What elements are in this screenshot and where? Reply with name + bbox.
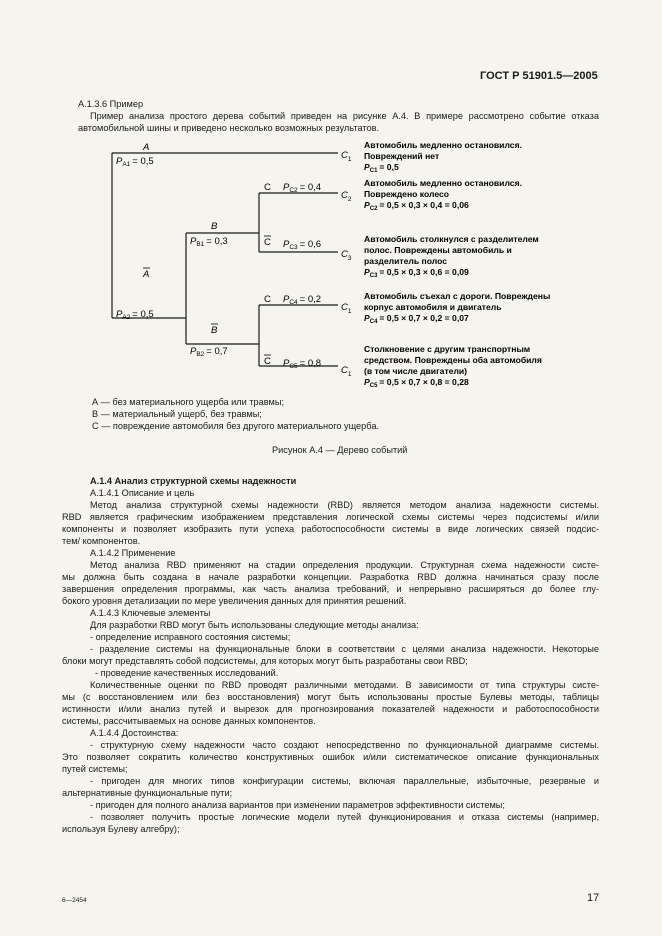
outcome-3-prob: $P_{C3} = 0,5 \times 0,3 \times 0,6 = 0,09$ — [364, 267, 469, 279]
footer-print-code: 6—2454 — [62, 897, 87, 904]
node-not-c-lower-label: C — [264, 356, 271, 367]
outcome-4-line-2: корпус автомобиля и двигатель — [364, 302, 502, 312]
p3-item-2-cont: блоки могут представлять собой подсистемы, для которых могут быть разработаны свои RBD; — [62, 656, 468, 666]
outcome-4-prob: $P_{C4} = 0,5 \times 0,7 \times 0,2 = 0,07$ — [364, 313, 469, 325]
prob-c5-label: $P_{C5} = 0,8$ — [283, 358, 322, 370]
subsection-2: А.1.4.2 Применение — [90, 548, 176, 558]
p2-line-3: завершения определения программы, как часть анализа требований, и непрерывно расширяться до более глу- — [62, 584, 599, 594]
section-heading: А.1.4 Анализ структурной схемы надежности — [90, 476, 297, 486]
outcome-label-3: $C_3$ — [341, 249, 352, 262]
example-intro-line-1: Пример анализа простого дерева событий приведен на рисунке А.4. В примере рассмотрено событие отказа — [90, 111, 599, 121]
outcome-label-2: $C_2$ — [341, 190, 352, 203]
p2-line-2: мы должна быть создана в начале разработки концепции. Разработка RBD должна начинаться сразу после — [62, 572, 599, 582]
outcome-4-line-1: Автомобиль съехал с дороги. Повреждены — [364, 291, 551, 301]
prob-b2-label: $P_{B2} = 0,7$ — [190, 346, 228, 358]
p3-quant-line-3: истинности и/или анализ путей и вырезок для прогнозирования показателей надежности и работоспособности — [62, 704, 599, 714]
p4-line-8: используя Булеву алгебру); — [62, 824, 180, 834]
p3-quant-line-4: системы, рассчитываемых на основе данных компонентов. — [62, 716, 316, 726]
p2-line-4: бокого уровня детализации по мере увеличения данных для принятия решений. — [62, 596, 407, 606]
document-code: ГОСТ Р 51901.5—2005 — [480, 70, 598, 82]
node-not-c-upper-label: C — [264, 237, 271, 248]
prob-c4-label: $P_{C4} = 0,2$ — [283, 294, 322, 306]
p4-line-3: путей системы; — [62, 764, 128, 774]
p3-item-2: - разделение системы на функциональные блоки в соответствии с целями анализа надежности. Некоторые — [90, 644, 599, 654]
outcome-label-1: $C_1$ — [341, 150, 352, 163]
p4-line-7: - позволяет получить простые логические модели путей функционирования и отказа системы (например, — [90, 812, 599, 822]
p1-line-2: RBD является графическим изображением представления логической схемы системы через подсистемы и/или — [62, 512, 599, 522]
subsection-1: А.1.4.1 Описание и цель — [90, 488, 195, 498]
node-c-upper-label: C — [264, 182, 271, 193]
subsection-4: А.1.4.4 Достоинства: — [90, 728, 179, 738]
page-number: 17 — [587, 892, 600, 904]
subsection-3: А.1.4.3 Ключевые элементы — [90, 608, 211, 618]
node-not-b-label: B — [211, 325, 218, 336]
p1-line-1: Метод анализа структурной схемы надежности (RBD) является методом анализа надежности системы. — [90, 500, 599, 510]
node-b-label: B — [211, 221, 218, 232]
outcome-5-line-2: средством. Повреждены оба автомобиля — [364, 355, 542, 365]
outcome-1-prob: $P_{C1} = 0,5$ — [364, 162, 399, 174]
prob-c3-label: $P_{C3} = 0,6$ — [283, 239, 322, 251]
outcome-5-line-3: (в том числе двигатели) — [364, 366, 468, 376]
p4-line-1: - структурную схему надежности часто создают непосредственно по функциональной диаграмме системы. — [90, 740, 599, 750]
p3-item-3: - проведение качественных исследований. — [95, 668, 279, 678]
node-c-lower-label: C — [264, 294, 271, 305]
p2-line-1: Метод анализа RBD применяют на стадии определения продукции. Структурная схема надежности систе- — [90, 560, 599, 570]
p4-line-2: Это позволяет сократить количество конструктивных ошибок и/или систематическое описание функциональных — [62, 752, 599, 762]
outcome-5-line-1: Столкновение с другим транспортным — [364, 344, 531, 354]
node-a-label: A — [143, 142, 150, 153]
legend-c: С — повреждение автомобиля без другого материального ущерба. — [92, 421, 379, 431]
prob-b1-label: $P_{B1} = 0,3$ — [190, 236, 228, 248]
p1-line-3: компоненты и позволяет изобразить пути успеха работоспособности системы в виде логических связей подсис- — [62, 524, 599, 534]
outcome-2-line-1: Автомобиль медленно остановился. — [364, 178, 522, 188]
p3-intro: Для разработки RBD могут быть использованы следующие методы анализа: — [90, 620, 419, 630]
p4-line-6: - пригоден для полного анализа вариантов при изменении параметров эффективности системы; — [90, 800, 505, 810]
p3-quant-line-2: мы (с восстановлением или без восстановления) могут быть использованы простые Булевы методы, таблицы — [62, 692, 599, 702]
outcome-label-4: $C_1$ — [341, 302, 352, 315]
outcome-3-line-2: полос. Повреждены автомобиль и — [364, 245, 512, 255]
outcome-2-line-2: Повреждено колесо — [364, 189, 450, 199]
p1-line-4: тем/ компонентов. — [62, 536, 141, 546]
p3-item-1: - определение исправного состояния системы; — [90, 632, 291, 642]
example-intro-line-2: автомобильной шины и приведено несколько возможных результатов. — [78, 123, 379, 133]
outcome-3-line-3: разделитель полос — [364, 256, 447, 266]
p3-quant-line-1: Количественные оценки по RBD проводят различными методами. В зависимости от типа структуры систе- — [90, 680, 599, 690]
example-heading: А.1.3.6 Пример — [78, 99, 144, 109]
legend-b: В — материальный ущерб, без травмы; — [92, 409, 262, 419]
node-not-a-label: A — [143, 269, 150, 280]
event-tree-diagram — [0, 0, 662, 400]
legend-a: А — без материального ущерба или травмы; — [92, 397, 285, 407]
prob-c2-label: $P_{C2} = 0,4$ — [283, 182, 322, 194]
prob-a2-label: $P_{A2} = 0,5$ — [116, 309, 154, 321]
p4-line-5: альтернативные функциональные пути; — [62, 788, 233, 798]
outcome-2-prob: $P_{C2} = 0,5 \times 0,3 \times 0,4 = 0,06$ — [364, 200, 469, 212]
outcome-5-prob: $P_{C5} = 0,5 \times 0,7 \times 0,8 = 0,28$ — [364, 377, 469, 389]
outcome-label-5: $C_1$ — [341, 365, 352, 378]
prob-a1-label: $P_{A1} = 0,5$ — [116, 156, 154, 168]
figure-caption: Рисунок А.4 — Дерево событий — [272, 445, 408, 455]
p4-line-4: - пригоден для многих типов конфигурации системы, включая параллельные, избыточные, резервные и — [90, 776, 599, 786]
outcome-1-line-1: Автомобиль медленно остановился. — [364, 140, 522, 150]
outcome-1-line-2: Повреждений нет — [364, 151, 440, 161]
outcome-3-line-1: Автомобиль столкнулся с разделителем — [364, 234, 539, 244]
